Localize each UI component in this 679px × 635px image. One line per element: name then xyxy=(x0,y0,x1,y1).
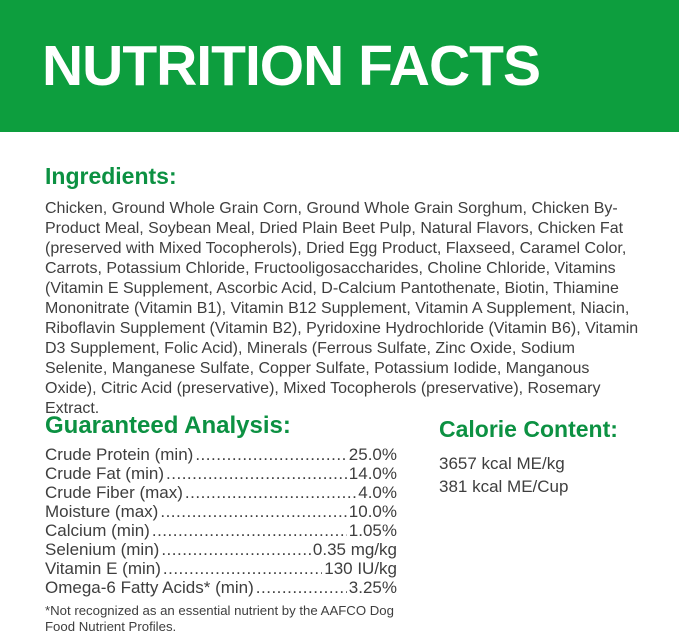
analysis-and-calorie-section xyxy=(45,412,639,635)
guaranteed-analysis-section xyxy=(45,412,397,635)
footnote: *Not recognized as an essential nutrient by the AAFCO Dog Food Nutrient Profiles. xyxy=(45,603,394,634)
ingredients-section xyxy=(0,132,679,419)
calorie-content-heading: Calorie Content: xyxy=(439,416,618,442)
dot-leader xyxy=(160,502,346,521)
dot-leader xyxy=(152,521,347,540)
dot-leader xyxy=(185,483,356,502)
page-title: NUTRITION FACTS xyxy=(42,34,540,98)
table-row xyxy=(45,502,397,521)
table-row xyxy=(45,578,397,597)
table-row xyxy=(45,559,397,578)
table-row xyxy=(45,445,397,464)
calorie-line-cup: 381 kcal ME/Cup xyxy=(439,477,569,496)
analysis-label: Crude Fat (min) xyxy=(45,464,165,483)
analysis-value: 4.0% xyxy=(358,483,397,502)
ingredients-heading: Ingredients: xyxy=(45,163,177,189)
analysis-value: 14.0% xyxy=(348,464,397,483)
table-row xyxy=(45,540,397,559)
table-row xyxy=(45,464,397,483)
analysis-value: 130 IU/kg xyxy=(324,559,397,578)
table-row xyxy=(45,483,397,502)
analysis-label: Omega-6 Fatty Acids* (min) xyxy=(45,578,254,597)
analysis-value: 25.0% xyxy=(348,445,397,464)
analysis-label: Calcium (min) xyxy=(45,521,150,540)
dot-leader xyxy=(256,578,347,597)
calorie-values xyxy=(439,452,639,498)
dot-leader xyxy=(161,540,311,559)
analysis-value: 1.05% xyxy=(348,521,397,540)
analysis-label: Vitamin E (min) xyxy=(45,559,161,578)
dot-leader xyxy=(166,464,347,483)
header-band xyxy=(0,0,679,132)
analysis-label: Moisture (max) xyxy=(45,502,159,521)
analysis-label: Crude Fiber (max) xyxy=(45,483,183,502)
analysis-value: 3.25% xyxy=(348,578,397,597)
dot-leader xyxy=(163,559,322,578)
calorie-content-section xyxy=(397,412,639,635)
analysis-table xyxy=(45,445,397,597)
dot-leader xyxy=(195,445,346,464)
guaranteed-analysis-heading: Guaranteed Analysis: xyxy=(45,412,291,439)
calorie-line-kg: 3657 kcal ME/kg xyxy=(439,454,565,473)
analysis-label: Selenium (min) xyxy=(45,540,160,559)
analysis-value: 0.35 mg/kg xyxy=(312,540,397,559)
analysis-value: 10.0% xyxy=(348,502,397,521)
table-row xyxy=(45,521,397,540)
ingredients-text: Chicken, Ground Whole Grain Corn, Ground Whole Grain Sorghum, Chicken By-Product Meal, Soybean Meal, Dried Plain Beet Pulp, Natural Flavors, Chicken Fat (preserved with Mixed Tocopherols), Dried Egg Product, Flaxseed, Caramel Color, Carrots, Potassium Chloride, Fructooligosaccharides, Choline Chloride, Vitamins (Vitamin E Supplement, Ascorbic Acid, D-Calcium Pantothenate, Biotin, Thiamine Mononitrate (Vitamin B1), Vitamin B12 Supplement, Vitamin A Supplement, Niacin, Riboflavin Supplement (Vitamin B2), Pyridoxine Hydrochloride (Vitamin B6), Vitamin D3 Supplement, Folic Acid), Minerals (Ferrous Sulfate, Zinc Oxide, Sodium Selenite, Manganese Sulfate, Copper Sulfate, Potassium Iodide, Manganous Oxide), Citric Acid (preservative), Mixed Tocopherols (preservative), Rosemary Extract. xyxy=(45,200,639,417)
analysis-label: Crude Protein (min) xyxy=(45,445,194,464)
